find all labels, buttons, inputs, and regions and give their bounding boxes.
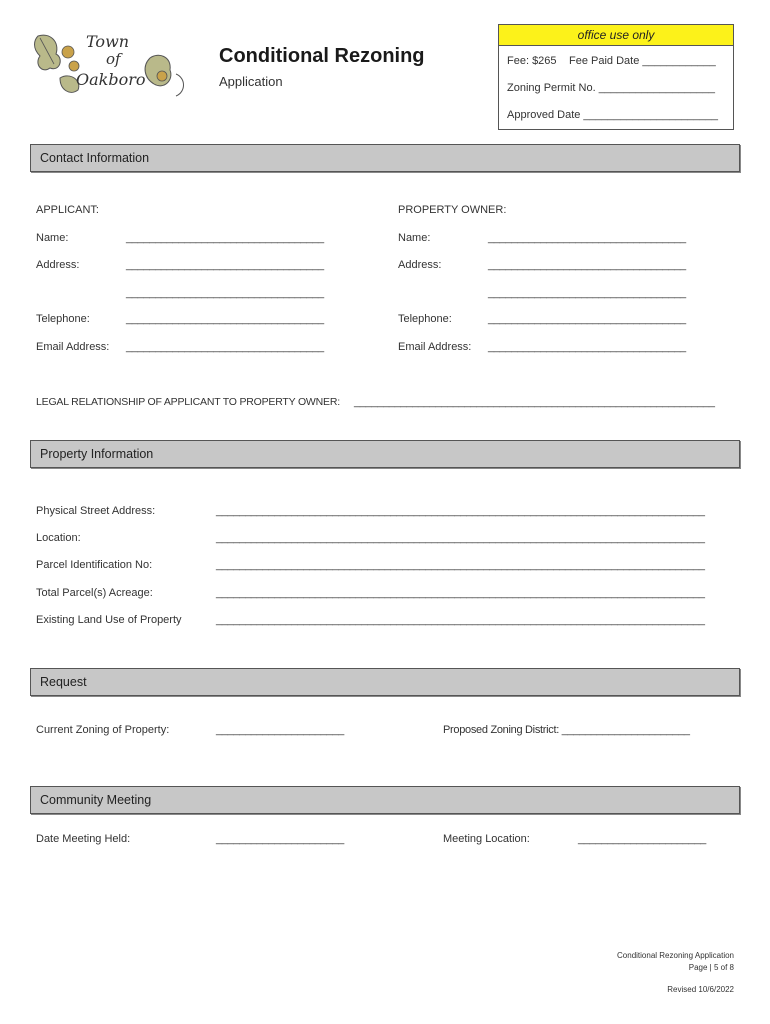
section-community-meeting [30,786,740,814]
parcel-id-label: Parcel Identification No: [36,559,153,571]
meeting-location-label: Meeting Location: [443,833,530,845]
page-subtitle: Application [219,74,283,89]
acorn-icon [140,28,190,100]
acreage-label: Total Parcel(s) Acreage: [36,587,153,599]
page-title: Conditional Rezoning [219,45,425,67]
land-use-field[interactable]: ____________________________________________________________________________________ [216,614,705,626]
meeting-date-field[interactable]: ______________________ [216,833,344,845]
owner-address-field[interactable]: __________________________________ [488,259,686,271]
footer-document-name: Conditional Rezoning Application [617,951,734,960]
street-address-label: Physical Street Address: [36,505,156,517]
footer-page-number: Page | 5 of 8 [688,963,734,972]
applicant-address-field[interactable]: __________________________________ [126,259,324,271]
applicant-email-field[interactable]: __________________________________ [126,341,324,353]
applicant-address-field-2[interactable]: __________________________________ [126,287,324,299]
approved-date-field[interactable]: Approved Date ______________________ [507,109,719,121]
meeting-date-label: Date Meeting Held: [36,833,131,845]
applicant-email-label: Email Address: [36,341,110,353]
owner-address-label: Address: [398,259,442,271]
owner-telephone-label: Telephone: [398,313,452,325]
section-title: Property Information [40,447,154,461]
location-field[interactable]: ____________________________________________________________________________________ [216,532,705,544]
office-use-box [498,24,734,130]
meeting-location-field[interactable]: ______________________ [578,833,706,845]
applicant-telephone-label: Telephone: [36,313,90,325]
owner-telephone-field[interactable]: __________________________________ [488,313,686,325]
office-use-heading: office use only [499,25,733,46]
owner-name-label: Name: [398,232,431,244]
applicant-telephone-field[interactable]: __________________________________ [126,313,324,325]
applicant-address-label: Address: [36,259,80,271]
logo-oakboro: Oakboro [76,70,146,89]
owner-heading: PROPERTY OWNER: [398,204,507,216]
town-logo [30,28,190,100]
owner-address-field-2[interactable]: __________________________________ [488,287,686,299]
parcel-id-field[interactable]: ____________________________________________________________________________________ [216,559,705,571]
section-title: Community Meeting [40,793,152,807]
owner-name-field[interactable]: __________________________________ [488,232,686,244]
land-use-label: Existing Land Use of Property [36,614,182,626]
logo-of: of [106,50,121,68]
location-label: Location: [36,532,81,544]
fee-amount: Fee: $265 [507,55,557,67]
current-zoning-label: Current Zoning of Property: [36,724,170,736]
proposed-zoning-field[interactable]: Proposed Zoning District: ______________________ [443,724,690,736]
owner-email-label: Email Address: [398,341,472,353]
applicant-name-field[interactable]: __________________________________ [126,232,324,244]
section-property-information [30,440,740,468]
section-contact-information [30,144,740,172]
legal-relationship-label: LEGAL RELATIONSHIP OF APPLICANT TO PROPERTY OWNER: [36,396,340,408]
zoning-permit-field[interactable]: Zoning Permit No. ___________________ [507,82,715,94]
legal-relationship-field[interactable]: ______________________________________________________________ [354,396,715,408]
fee-paid-date-field[interactable]: Fee Paid Date ____________ [569,55,716,67]
current-zoning-field[interactable]: ______________________ [216,724,344,736]
logo-town: Town [86,32,130,51]
section-title: Request [40,675,87,689]
section-title: Contact Information [40,151,150,165]
applicant-heading: APPLICANT: [36,204,99,216]
applicant-name-label: Name: [36,232,69,244]
acreage-field[interactable]: ____________________________________________________________________________________ [216,587,705,599]
street-address-field[interactable]: ____________________________________________________________________________________ [216,505,705,517]
section-request [30,668,740,696]
oak-leaf-icon [30,28,90,100]
owner-email-field[interactable]: __________________________________ [488,341,686,353]
footer-revised-date: Revised 10/6/2022 [667,985,734,994]
